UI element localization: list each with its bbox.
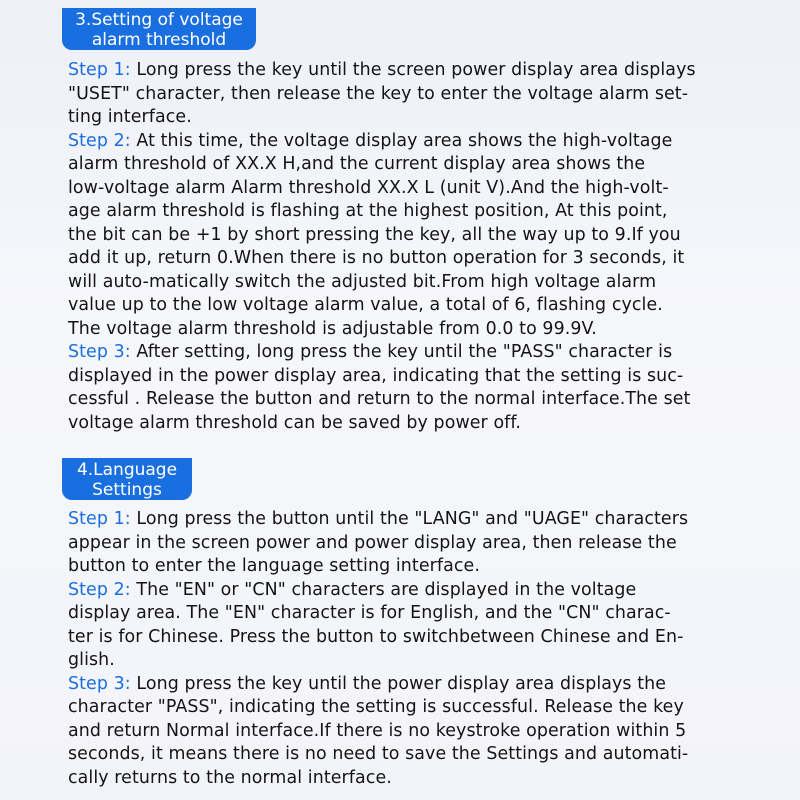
body-text-line [68,532,758,556]
step-text: low-voltage alarm Alarm threshold XX.X L (unit V).And the high-volt- [68,177,669,198]
step-text: Long press the key until the power display area displays the [130,673,667,694]
body-text-line [68,200,758,224]
step-label: Step 2: [68,130,131,151]
step-text: add it up, return 0.When there is no button operation for 3 seconds, it [68,248,685,268]
body-text-line [68,177,758,201]
body-text-line [68,508,758,532]
section-title-line: 4.Language [76,460,178,480]
body-text-line [68,673,758,697]
body-text-line [68,153,758,177]
body-text-line [68,602,758,626]
step-text: displayed in the power display area, indicating that the setting is suc- [68,365,684,386]
step-text: Long press the button until the "LANG" and "UAGE" characters [130,509,689,529]
step-text: At this time, the voltage display area shows the high-voltage [130,130,673,151]
body-text-line [68,743,758,767]
body-text-line [68,649,758,673]
step-text: age alarm threshold is flashing at the highest position, At this point, [68,201,668,221]
section-title-line: Settings [92,480,162,500]
body-text-line [68,294,758,318]
body-text-line [68,555,758,579]
body-text-line [68,106,758,130]
step-text: appear in the screen power and power display area, then release the [68,532,677,553]
section-title-line: 3.Setting of voltage [75,10,243,30]
step-text: and return Normal interface.If there is no keystroke operation within 5 [68,720,687,741]
body-text-line [68,767,758,791]
step-label: Step 2: [68,579,131,600]
section-body-language [68,508,758,790]
step-text: ting interface. [68,107,192,127]
section-body-voltage-alarm [68,59,758,435]
body-text-line [68,271,758,295]
step-label: Step 3: [68,342,131,362]
body-text-line [68,365,758,389]
section-title-line: alarm threshold [91,30,227,50]
body-text-line [68,720,758,744]
step-text: voltage alarm threshold can be saved by power off. [68,412,521,433]
step-text: will auto-matically switch the adjusted bit.From high voltage alarm [68,271,657,292]
section-title-language [62,458,192,500]
body-text-line [68,626,758,650]
step-text: Long press the key until the screen power display area displays [130,60,696,80]
step-label: Step 3: [68,673,131,694]
step-text: cessful . Release the button and return to the normal interface.The set [68,389,691,409]
step-text: seconds, it means there is no need to save the Settings and automati- [68,744,689,764]
body-text-line [68,83,758,107]
step-text: display area. The "EN" character is for English, and the "CN" charac- [68,603,671,623]
body-text-line [68,59,758,83]
body-text-line [68,388,758,412]
step-text: cally returns to the normal interface. [68,767,392,788]
step-text: After setting, long press the key until the "PASS" character is [130,342,673,362]
step-text: alarm threshold of XX.X H,and the current display area shows the [68,154,646,174]
body-text-line [68,696,758,720]
section-title-voltage-alarm [62,8,256,50]
body-text-line [68,341,758,365]
body-text-line [68,412,758,436]
step-label: Step 1: [68,60,131,80]
step-text: ter is for Chinese. Press the button to switchbetween Chinese and En- [68,626,684,647]
step-text: the bit can be +1 by short pressing the key, all the way up to 9.If you [68,224,681,245]
body-text-line [68,579,758,603]
step-text: character "PASS", indicating the setting is successful. Release the key [68,697,684,717]
step-text: glish. [68,650,115,670]
step-text: value up to the low voltage alarm value, a total of 6, flashing cycle. [68,295,663,315]
step-text: The voltage alarm threshold is adjustable from 0.0 to 99.9V. [68,318,597,339]
step-text: button to enter the language setting interface. [68,556,480,576]
body-text-line [68,224,758,248]
step-text: The "EN" or "CN" characters are displayed in the voltage [130,579,637,600]
body-text-line [68,130,758,154]
body-text-line [68,247,758,271]
step-text: "USET" character, then release the key to enter the voltage alarm set- [68,83,689,104]
step-label: Step 1: [68,509,131,529]
body-text-line [68,318,758,342]
